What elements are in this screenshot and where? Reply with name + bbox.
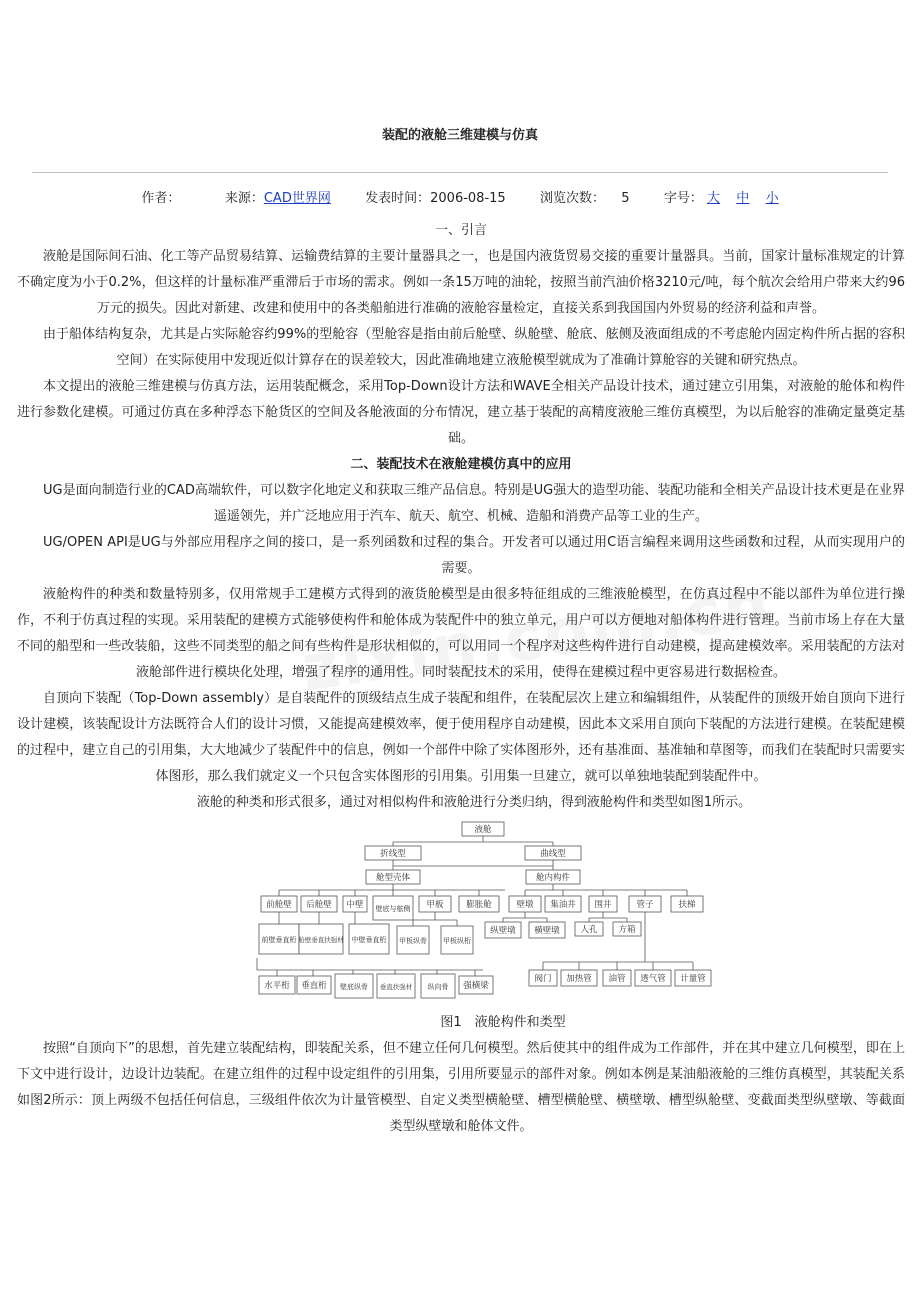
node-pipe: 加热管	[566, 974, 592, 984]
article-meta	[0, 187, 920, 206]
node-inner-sub: 横壁墩	[534, 926, 560, 936]
node-pipe: 透气管	[640, 974, 666, 984]
node-hull-item: 壁底与舷侧	[375, 905, 411, 913]
node-inner-item: 管子	[636, 900, 654, 910]
node-inner-item: 壁墩	[516, 900, 534, 910]
node-hull-item: 后舱壁	[306, 900, 332, 910]
date-value: 2006-08-15	[430, 191, 506, 206]
node-pipe: 阀门	[534, 974, 552, 984]
node-hull-item: 中壁	[346, 900, 364, 910]
node-hull-bottom: 纵向骨	[427, 983, 449, 991]
paragraph: 由于船体结构复杂，尤其是占实际舱容约99%的型舱容（型舱容是指由前后舱壁、纵舱壁、舱底、舷侧及液面组成的不考虑舱内固定构件所占据的容积空间）在实际使用中发现近似计算存在的误差较大，因此准确地建立液舱模型就成为了准确计算舱容的关键和研究热点。	[43, 327, 905, 368]
node-l1-left: 折线型	[380, 849, 406, 859]
paragraph: 液舱是国际间石油、化工等产品贸易结算、运输费结算的主要计量器具之一，也是国内液货贸易交接的重要计量器具。当前，国家计量标准规定的计算不确定度为小于0.2%，但这样的计量标准严重滞后于市场的需求。例如一条15万吨的油轮，按照当前汽油价格3210元/吨，每个航次会给用户带来大约96万元的损失。因此对新建、改建和使用中的各类船舶进行准确的液舱容量检定，直接关系到我国国内外贸易的经济利益和声誉。	[17, 249, 905, 316]
node-inner-sub: 纵壁墩	[490, 926, 516, 936]
node-hull-item: 甲板	[426, 900, 444, 910]
node-hull-bottom: 水平桁	[264, 981, 290, 991]
author-label: 作者：	[141, 191, 181, 206]
node-deck-sub: 甲板纵骨	[399, 937, 427, 945]
node-hull-sub: 舱壁垂直扶强材	[298, 936, 344, 944]
node-inner: 舱内构件	[535, 873, 571, 883]
paragraph: 按照“自顶向下”的思想，首先建立装配结构，即装配关系，但不建立任何几何模型。然后使其中的组件成为工作部件，并在其中建立几何模型，即在上下文中进行设计，边设计边装配。在建立组件的过程中设定组件的引用集，引用所要显示的部件对象。例如本例是某油船液舱的三维仿真模型，其装配关系如图2所示：顶上两级不包括任何信息，三级组件依次为计量管模型、自定义类型横舱壁、槽型横舱壁、横壁墩、槽型纵舱壁、变截面类型纵壁墩、等截面类型纵壁墩和舱体文件。	[17, 1041, 905, 1134]
node-inner-item: 围井	[594, 900, 612, 910]
paragraph: 自顶向下装配（Top-Down assembly）是自装配件的顶级结点生成子装配和组件，在装配层次上建立和编辑组件，从装配件的顶级开始自顶向下进行设计建模，该装配设计方法既符合人们的设计习惯，又能提高建模效率，便于使用程序自动建模，因此本文采用自顶向下装配的方法进行建模。在装配建模的过程中，建立自己的引用集，大大地减少了装配件中的信息，例如一个部件中除了实体图形外，还有基准面、基准轴和草图等，而我们在装配时只需要实体图形，那么我们就定义一个只包含实体图形的引用集。引用集一旦建立，就可以单独地装配到装配件中。	[17, 691, 905, 784]
node-inner-item: 集油井	[550, 900, 576, 910]
node-pipe: 油管	[608, 974, 626, 984]
node-inner-sub: 人孔	[580, 925, 598, 935]
node-deck-sub: 甲板纵桁	[443, 937, 471, 945]
node-hull-bottom: 垂直扶强材	[379, 983, 413, 991]
font-medium-link[interactable]: 中	[736, 191, 750, 206]
node-hull-bottom: 壁底纵骨	[340, 983, 368, 991]
node-root: 液舱	[474, 825, 492, 835]
figure-1-diagram	[253, 820, 713, 1010]
section-heading-application: 二、装配技术在液舱建模仿真中的应用	[350, 457, 572, 472]
date-label: 发表时间：	[365, 191, 431, 206]
node-hull-sub: 中壁垂直桁	[351, 936, 387, 944]
paragraph: 液舱构件的种类和数量特别多，仅用常规手工建模方式得到的液货舱模型是由很多特征组成的三维液舱模型，在仿真过程中不能以部件为单位进行操作，不利于仿真过程的实现。采用装配的建模方式能够使构件和舱体成为装配件中的独立单元，用户可以方便地对船体构件进行管理。当前市场上存在大量不同的船型和一些改装船，这些不同类型的船之间有些构件是形状相似的，可以用同一个程序对这些构件进行自动建模，提高建模效率。采用装配的方法对液舱部件进行模块化处理，增强了程序的通用性。同时装配技术的采用，使得在建模过程中更容易进行数据检查。	[17, 587, 905, 680]
article-title: 装配的液舱三维建模与仿真	[381, 128, 538, 143]
paragraph: UG是面向制造行业的CAD高端软件，可以数字化地定义和获取三维产品信息。特别是UG强大的造型功能、装配功能和全相关产品设计技术更是在业界遥遥领先，并广泛地应用于汽车、航天、航空、机械、造船和消费产品等工业的生产。	[43, 483, 905, 524]
node-hull-bottom: 强横梁	[463, 981, 489, 991]
source-label: 来源：	[224, 191, 264, 206]
title-divider	[32, 172, 888, 173]
paragraph: 液舱的种类和形式很多，通过对相似构件和液舱进行分类归纳，得到液舱构件和类型如图1所示。	[196, 795, 752, 810]
node-hull-bottom: 垂直桁	[301, 981, 327, 991]
section-heading-intro: 一、引言	[434, 223, 487, 238]
paragraph: 本文提出的液舱三维建模与仿真方法，运用装配概念，采用Top-Down设计方法和WAVE全相关产品设计技术，通过建立引用集，对液舱的舱体和构件进行参数化建模。可通过仿真在多种浮态下舱货区的空间及各舱液面的分布情况，建立基于装配的高精度液舱三维仿真模型，为以后舱容的准确定量奠定基础。	[17, 379, 905, 446]
node-hull-sub: 前壁垂直桁	[261, 936, 297, 944]
node-hull-item: 膨胀舱	[466, 900, 492, 910]
node-inner-item: 扶梯	[678, 900, 696, 910]
node-pipe: 计量管	[680, 974, 706, 984]
views-value: 5	[621, 191, 630, 206]
figure-caption: 图1 液舱构件和类型	[440, 1015, 566, 1030]
font-large-link[interactable]: 大	[706, 191, 720, 206]
node-l1-right: 曲线型	[540, 849, 566, 859]
font-small-link[interactable]: 小	[765, 191, 779, 206]
node-hull-item: 前舱壁	[266, 900, 292, 910]
node-inner-sub: 方箱	[618, 925, 636, 935]
views-label: 浏览次数：	[539, 191, 605, 206]
paragraph: UG/OPEN API是UG与外部应用程序之间的接口，是一系列函数和过程的集合。开发者可以通过用C语言编程来调用这些函数和过程，从而实现用户的需要。	[43, 535, 905, 576]
fontsize-label: 字号：	[663, 191, 703, 206]
node-hull: 舱型壳体	[375, 873, 411, 883]
source-link[interactable]: CAD世界网	[263, 191, 331, 206]
